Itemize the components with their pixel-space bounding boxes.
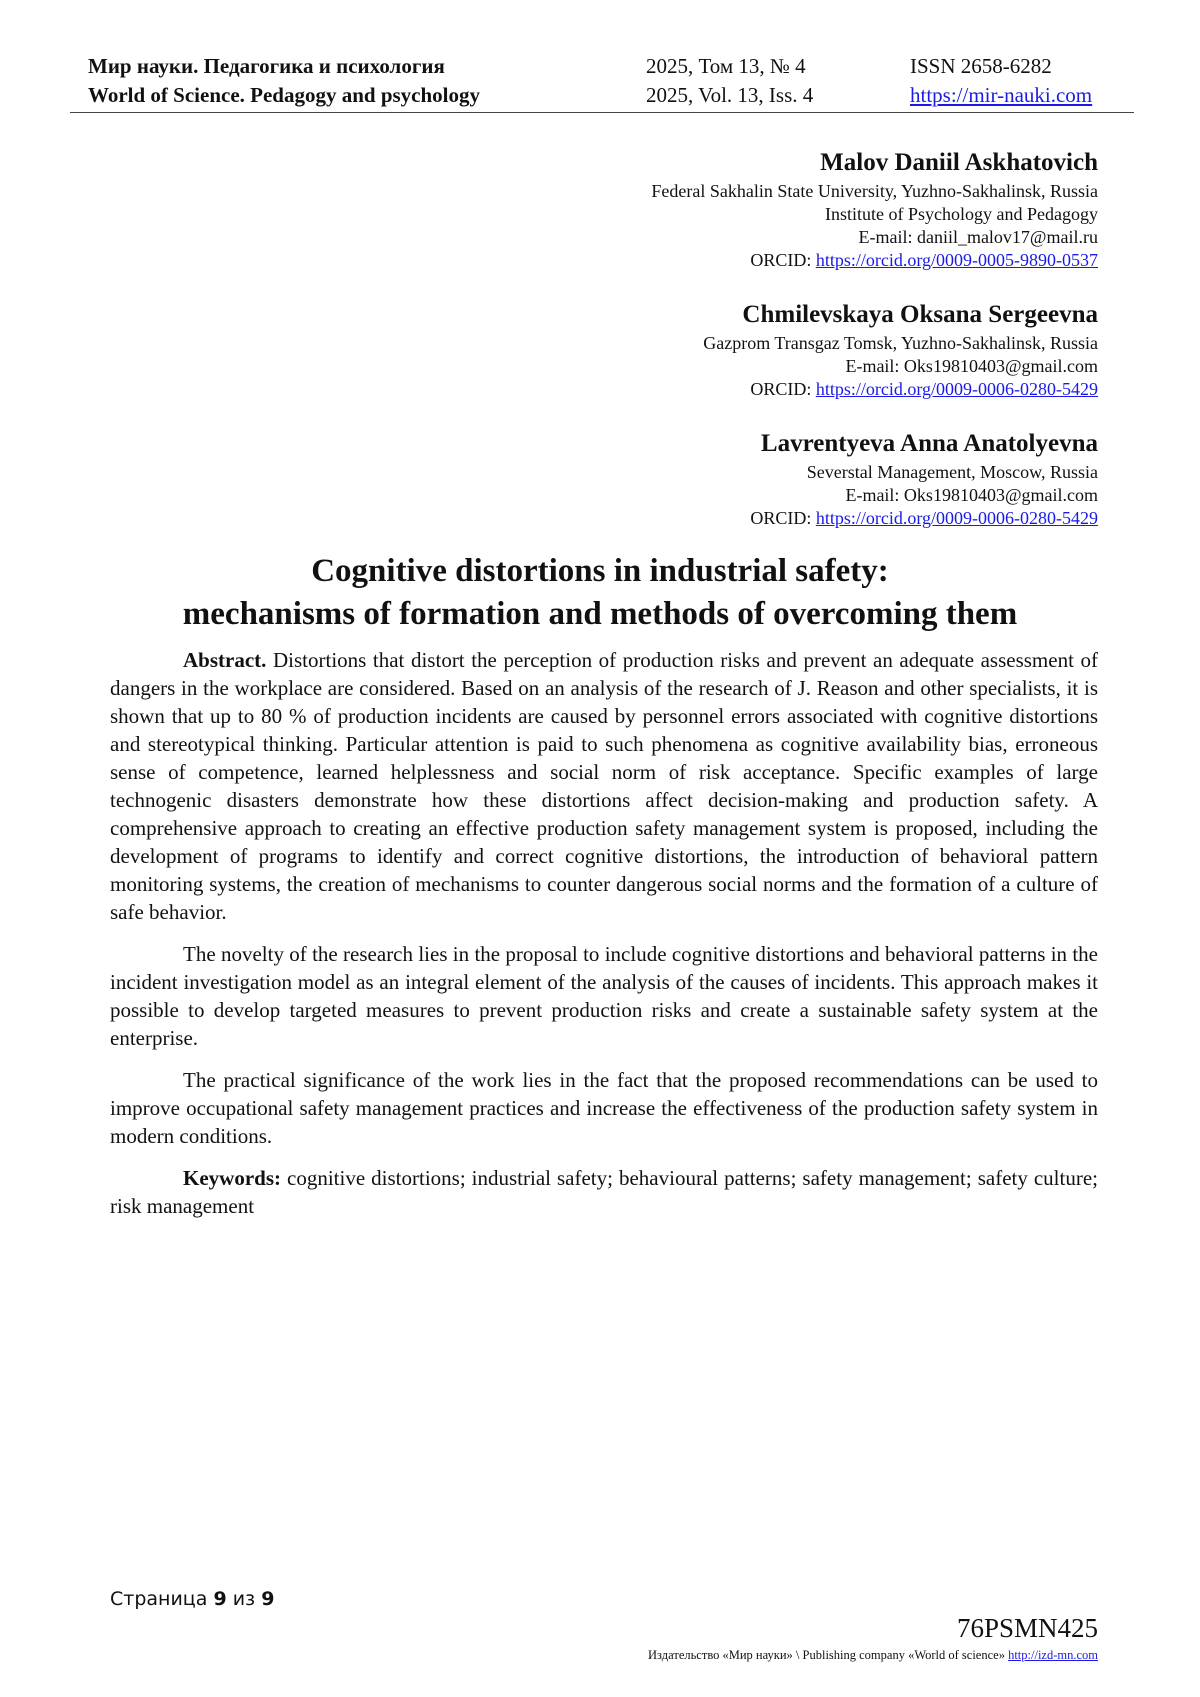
author-orcid (110, 249, 1098, 272)
author-name: Lavrentyeva Anna Anatolyevna (760, 430, 1098, 457)
page-current: 9 (213, 1588, 227, 1610)
author-affiliation: Severstal Management, Moscow, Russia (806, 462, 1098, 482)
page-middle: из (226, 1588, 262, 1610)
author-email: E-mail: Oks19810403@gmail.com (845, 485, 1098, 505)
author-affiliation: Federal Sakhalin State University, Yuzhno-Sakhalinsk, Russia (651, 181, 1098, 201)
issue-en: 2025, Vol. 13, Iss. 4 (646, 83, 814, 107)
orcid-link[interactable]: https://orcid.org/0009-0006-0280-5429 (815, 379, 1098, 399)
orcid-link[interactable]: https://orcid.org/0009-0006-0280-5429 (815, 508, 1098, 528)
author-block (110, 427, 1098, 530)
orcid-label: ORCID: (750, 508, 816, 528)
publisher-link[interactable]: http://izd-mn.com (1008, 1648, 1098, 1662)
keywords-label: Keywords: (183, 1166, 281, 1190)
author-name: Malov Daniil Askhatovich (820, 149, 1098, 176)
author-list (110, 146, 1098, 556)
publisher-line (648, 1648, 1098, 1663)
article-title (90, 550, 1110, 636)
header-row-ru (88, 52, 1122, 81)
article-body (110, 646, 1098, 1234)
novelty-paragraph: The novelty of the research lies in the proposal to include cognitive distortions and behavioral patterns in the incident investigation model as an integral element of the analysis of the causes of incidents. This approach makes it possible to develop targeted measures to prevent production risks and create a sustainable safety system at the enterprise. (110, 942, 1098, 1050)
significance-paragraph: The practical significance of the work lies in the fact that the proposed recommendations can be used to improve occupational safety management practices and increase the effectiveness of the production safety system in modern conditions. (110, 1068, 1098, 1148)
page-counter (110, 1588, 274, 1610)
page-prefix: Страница (110, 1588, 214, 1610)
author-name: Chmilevskaya Oksana Sergeevna (742, 301, 1098, 328)
article-title-line-2: mechanisms of formation and methods of overcoming them (182, 596, 1018, 632)
journal-title-en: World of Science. Pedagogy and psychology (88, 83, 481, 107)
page-total: 9 (261, 1588, 275, 1610)
article-code: 76PSMN425 (956, 1613, 1098, 1643)
keywords-paragraph (110, 1164, 1098, 1220)
author-affiliation: Gazprom Transgaz Tomsk, Yuzhno-Sakhalinsk, Russia (703, 333, 1098, 353)
journal-header (88, 52, 1122, 110)
author-block (110, 298, 1098, 401)
issn: ISSN 2658-6282 (910, 54, 1052, 78)
author-email: E-mail: Oks19810403@gmail.com (845, 356, 1098, 376)
header-divider (70, 112, 1134, 113)
author-orcid (110, 378, 1098, 401)
keywords-text: cognitive distortions; industrial safety; behavioural patterns; safety management; safety culture; risk management (110, 1166, 1098, 1218)
publisher-text: Издательство «Мир науки» \ Publishing company «World of science» (648, 1648, 1009, 1662)
author-email: E-mail: daniil_malov17@mail.ru (858, 227, 1098, 247)
orcid-label: ORCID: (750, 250, 816, 270)
abstract-paragraph (110, 646, 1098, 926)
abstract-label: Abstract. (183, 648, 267, 672)
header-row-en (88, 81, 1122, 110)
abstract-text: Distortions that distort the perception of production risks and prevent an adequate assessment of dangers in the workplace are considered. Based on an analysis of the research of J. Reason and other specialists, it is shown that up to 80 % of production incidents are caused by personnel errors associated with cognitive distortions and stereotypical thinking. Particular attention is paid to such phenomena as cognitive availability bias, erroneous sense of competence, learned helplessness and social norm of risk acceptance. Specific examples of large technogenic disasters demonstrate how these distortions affect decision-making and production safety. A comprehensive approach to creating an effective production safety management system is proposed, including the development of programs to identify and correct cognitive distortions, the introduction of behavioral pattern monitoring systems, the creation of mechanisms to counter dangerous social norms and the formation of a culture of safe behavior. (110, 648, 1098, 924)
orcid-label: ORCID: (750, 379, 816, 399)
journal-title-ru: Мир науки. Педагогика и психология (88, 54, 445, 78)
issue-ru: 2025, Том 13, № 4 (646, 54, 806, 78)
author-orcid (110, 507, 1098, 530)
author-department: Institute of Psychology and Pedagogy (825, 204, 1098, 224)
author-block (110, 146, 1098, 272)
orcid-link[interactable]: https://orcid.org/0009-0005-9890-0537 (815, 250, 1098, 270)
journal-site-link[interactable]: https://mir-nauki.com (910, 83, 1093, 107)
article-title-line-1: Cognitive distortions in industrial safety: (311, 553, 889, 589)
